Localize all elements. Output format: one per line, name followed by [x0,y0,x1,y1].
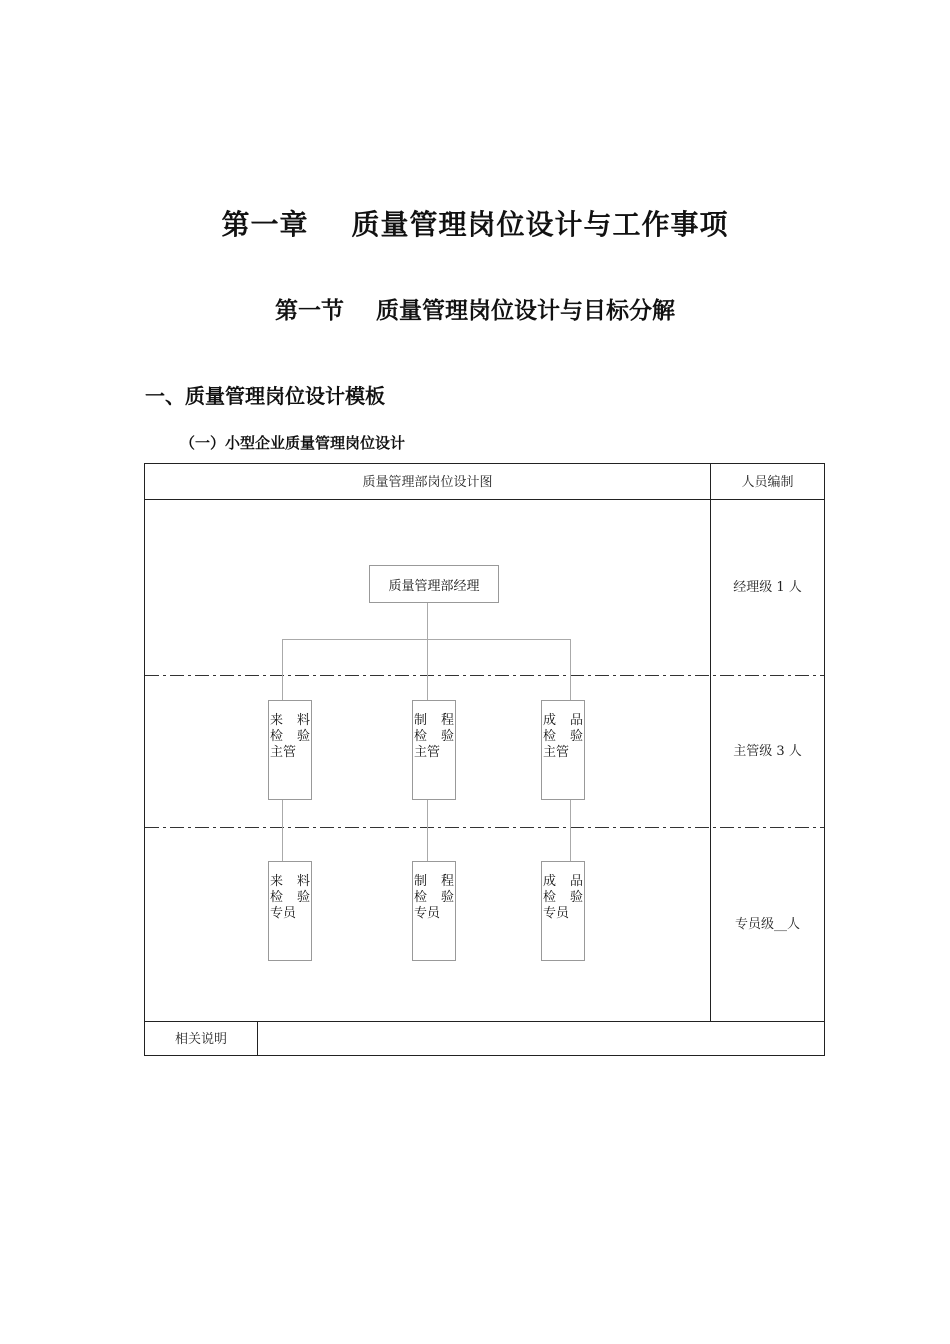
heading-level-1: 一、质量管理岗位设计模板 [145,384,385,408]
node-char: 料 [296,713,310,728]
node-char: 程 [440,874,454,889]
staffing-manager-level: 经理级 1 人 [733,580,802,595]
org-node-supervisor-incoming [268,700,312,800]
node-char: 检 [414,890,428,905]
header-staffing: 人员编制 [741,475,794,490]
node-char: 主管 [543,745,570,760]
section-title: 第一节 质量管理岗位设计与目标分解 [274,297,676,324]
node-char: 来 [270,874,284,889]
footer-label: 相关说明 [174,1032,227,1047]
level-divider-1 [145,675,824,676]
node-char: 验 [440,729,454,744]
node-char: 验 [569,729,583,744]
post-design-table [144,463,825,1056]
connector-to-specialist-1 [282,800,283,861]
connector-horizontal [282,639,570,640]
org-node-manager [369,565,499,603]
org-node-specialist-process [412,861,456,961]
node-char: 检 [543,729,557,744]
node-char: 料 [296,874,310,889]
connector-to-specialist-3 [570,800,571,861]
node-char: 品 [569,874,583,889]
org-node-manager-label: 质量管理部经理 [388,578,480,594]
node-char: 专员 [543,906,570,921]
node-char: 检 [543,890,557,905]
org-node-specialist-finished [541,861,585,961]
org-node-supervisor-finished [541,700,585,800]
node-char: 主管 [414,745,441,760]
connector-to-supervisor-3 [570,639,571,700]
footer-column-divider [257,1021,258,1055]
footer-divider [145,1021,824,1022]
node-char: 来 [270,713,284,728]
node-char: 成 [543,713,557,728]
header-org-chart-title: 质量管理部岗位设计图 [362,475,493,490]
chapter-title: 第一章 质量管理岗位设计与工作事项 [221,208,729,241]
level-divider-2 [145,827,824,828]
connector-to-supervisor-1 [282,639,283,700]
node-char: 成 [543,874,557,889]
node-char: 验 [296,890,310,905]
connector-to-supervisor-2 [427,639,428,700]
node-char: 验 [296,729,310,744]
node-char: 验 [569,890,583,905]
header-divider [145,499,824,500]
node-char: 专员 [414,906,441,921]
org-node-supervisor-process [412,700,456,800]
node-char: 程 [440,713,454,728]
node-char: 检 [414,729,428,744]
node-char: 验 [440,890,454,905]
node-char: 品 [569,713,583,728]
node-char: 制 [414,874,428,889]
connector-manager-down [427,602,428,639]
node-char: 检 [270,890,284,905]
staffing-supervisor-level: 主管级 3 人 [733,744,802,759]
node-char: 主管 [270,745,297,760]
org-node-specialist-incoming [268,861,312,961]
heading-level-2: （一）小型企业质量管理岗位设计 [180,434,406,452]
node-char: 检 [270,729,284,744]
connector-to-specialist-2 [427,800,428,861]
node-char: 制 [414,713,428,728]
node-char: 专员 [270,906,297,921]
staffing-specialist-level: 专员级__人 [734,917,800,932]
